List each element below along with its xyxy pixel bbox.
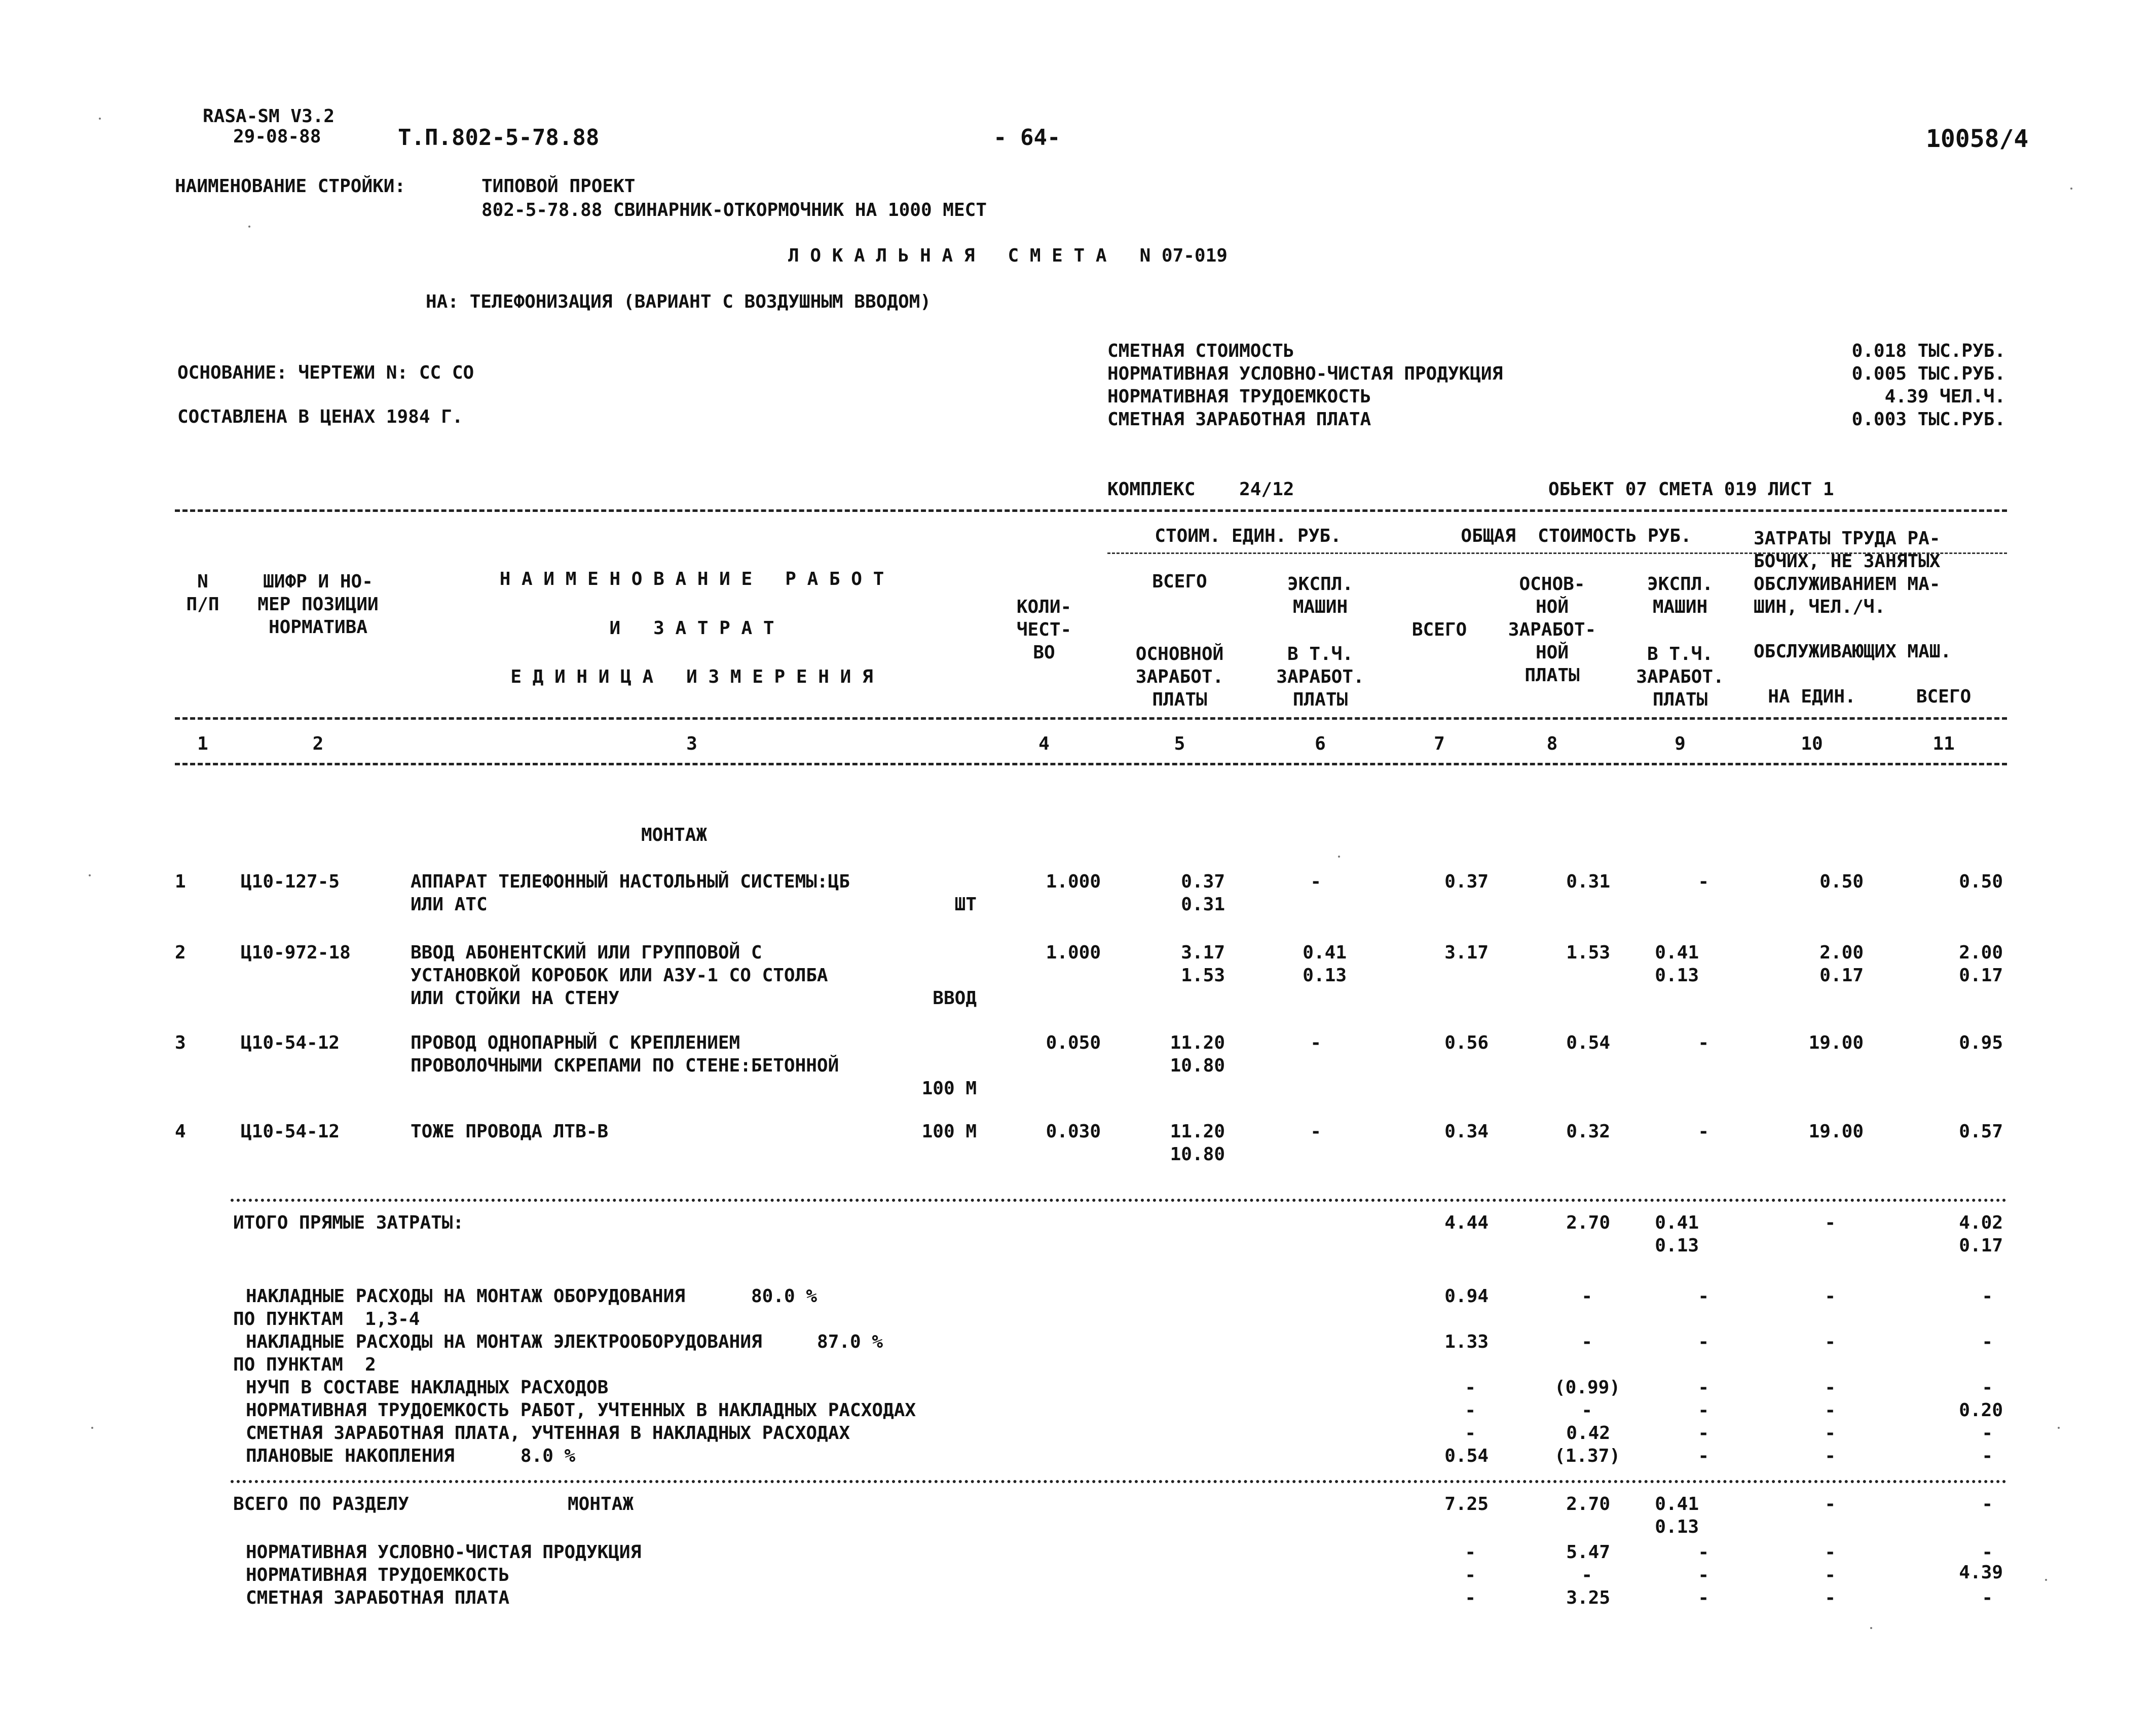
row-2-total-wages: 1.53 — [1566, 942, 1610, 963]
overhead-electrical-wages: - — [1581, 1332, 1592, 1352]
extra-3-machines: - — [1698, 1423, 1709, 1444]
row-4-total: 0.34 — [1444, 1121, 1489, 1142]
extra-1-machines: - — [1698, 1377, 1709, 1398]
row-2-serving-total: 0.17 — [1959, 965, 2003, 986]
row-2-serving-unit: 0.17 — [1819, 965, 1864, 986]
row-3-name-line-2: ПРОВОЛОЧНЫМИ СКРЕПАМИ ПО СТЕНЕ:БЕТОННОЙ — [411, 1055, 839, 1076]
table-top-rule — [175, 509, 2007, 512]
final-wages-machines: - — [1698, 1587, 1709, 1608]
row-4-total-wages: 0.32 — [1566, 1121, 1610, 1142]
direct-costs-label: ИТОГО ПРЯМЫЕ ЗАТРАТЫ: — [233, 1212, 464, 1233]
page-number: - 64- — [993, 125, 1061, 151]
row-2-labor-unit: 2.00 — [1819, 942, 1864, 963]
row-1-unit-machines: - — [1310, 871, 1321, 892]
final-wages-labor-unit: - — [1825, 1587, 1836, 1608]
project-code: Т.П.802-5-78.88 — [398, 125, 600, 151]
header-unit-cost: СТОИМ. ЕДИН. РУБ. — [1155, 526, 1342, 546]
extra-4-total: 0.54 — [1444, 1446, 1489, 1466]
row-2-unit-total: 3.17 — [1181, 942, 1225, 963]
row-4-name-line-1: ТОЖЕ ПРОВОДА ЛТВ-В — [411, 1121, 609, 1142]
row-2-code: Ц10-972-18 — [241, 942, 351, 963]
section-total-label: ВСЕГО ПО РАЗДЕЛУ — [233, 1494, 409, 1515]
document-id: 10058/4 — [1926, 125, 2029, 153]
extra-1-wages: (0.99) — [1554, 1377, 1620, 1398]
direct-costs-machines: 0.41 — [1655, 1212, 1699, 1233]
row-2-quantity: 1.000 — [1046, 942, 1101, 963]
extra-1-total: - — [1465, 1377, 1476, 1398]
header-col-3-line-3: Е Д И Н И Ц А И З М Е Р Е Н И Я — [510, 667, 873, 687]
overhead-equipment-items: ПО ПУНКТАМ 1,3-4 — [233, 1309, 420, 1329]
row-4-labor-total: 0.57 — [1959, 1121, 2003, 1142]
column-number-10: 10 — [1801, 733, 1823, 754]
extra-4-machines: - — [1698, 1446, 1709, 1466]
row-3-quantity: 0.050 — [1046, 1032, 1101, 1053]
row-4-total-machines: - — [1698, 1121, 1709, 1142]
column-number-4: 4 — [1038, 733, 1050, 754]
row-4-number: 4 — [175, 1121, 186, 1142]
section-total-machines: 0.41 — [1655, 1494, 1699, 1515]
summary-value-4: 0.003 ТЫС.РУБ. — [1851, 409, 2005, 430]
column-number-rule — [175, 763, 2007, 765]
row-4-unit: 100 М — [921, 1121, 977, 1142]
final-wages-label: СМЕТНАЯ ЗАРАБОТНАЯ ПЛАТА — [246, 1587, 510, 1608]
extra-2-machines: - — [1698, 1400, 1709, 1421]
section-total-total: 7.25 — [1444, 1494, 1489, 1515]
row-4-unit-machines: - — [1310, 1121, 1321, 1142]
estimate-subject: НА: ТЕЛЕФОНИЗАЦИЯ (ВАРИАНТ С ВОЗДУШНЫМ ВВОДОМ) — [426, 291, 931, 312]
final-net-production-label: НОРМАТИВНАЯ УСЛОВНО-ЧИСТАЯ ПРОДУКЦИЯ — [246, 1542, 642, 1563]
row-2-total: 3.17 — [1444, 942, 1489, 963]
final-net-production-labor-unit: - — [1825, 1542, 1836, 1563]
row-2-name-line-2: УСТАНОВКОЙ КОРОБОК ИЛИ АЗУ-1 СО СТОЛБА — [411, 965, 828, 986]
print-date: 29-08-88 — [233, 126, 321, 147]
column-number-2: 2 — [312, 733, 324, 754]
extra-4-label: ПЛАНОВЫЕ НАКОПЛЕНИЯ 8.0 % — [246, 1446, 576, 1466]
section-total-wages: 2.70 — [1566, 1494, 1610, 1515]
final-labor-intensity-total: - — [1465, 1565, 1476, 1585]
row-2-name-line-3: ИЛИ СТОЙКИ НА СТЕНУ — [411, 988, 619, 1009]
section-total-labor-total: - — [1982, 1494, 1993, 1515]
final-labor-intensity-wages: - — [1581, 1565, 1592, 1585]
header-col-8: ОСНОВ- НОЙ ЗАРАБОТ- НОЙ ПЛАТЫ — [1508, 574, 1596, 686]
row-1-name-line-1: АППАРАТ ТЕЛЕФОННЫЙ НАСТОЛЬНЫЙ СИСТЕМЫ:ЦБ — [411, 871, 850, 892]
row-2-unit: ВВОД — [933, 988, 977, 1009]
row-4-labor-unit: 19.00 — [1808, 1121, 1864, 1142]
row-1-labor-total: 0.50 — [1959, 871, 2003, 892]
header-bottom-rule — [175, 717, 2007, 720]
column-number-5: 5 — [1174, 733, 1185, 754]
final-labor-intensity-labor-total: 4.39 — [1959, 1562, 2003, 1583]
complex-code: КОМПЛЕКС 24/12 — [1107, 479, 1294, 500]
scan-speck — [89, 874, 91, 876]
final-net-production-wages: 5.47 — [1566, 1542, 1610, 1563]
direct-costs-labor-total: 4.02 — [1959, 1212, 2003, 1233]
row-1-unit-wages: 0.31 — [1181, 894, 1225, 915]
summary-label-4: СМЕТНАЯ ЗАРАБОТНАЯ ПЛАТА — [1107, 409, 1371, 430]
section-total-labor-unit: - — [1825, 1494, 1836, 1515]
row-3-unit-machines: - — [1310, 1032, 1321, 1053]
row-1-unit-total: 0.37 — [1181, 871, 1225, 892]
row-3-total: 0.56 — [1444, 1032, 1489, 1053]
column-number-6: 6 — [1315, 733, 1326, 754]
header-labor: ЗАТРАТЫ ТРУДА РА- БОЧИХ, НЕ ЗАНЯТЫХ ОБСЛУЖИВАНИЕМ МА- ШИН, ЧЕЛ./Ч. — [1754, 528, 1941, 617]
scan-speck — [1870, 1627, 1872, 1629]
overhead-electrical-machines: - — [1698, 1332, 1709, 1352]
scan-speck — [248, 226, 250, 228]
row-3-unit-total: 11.20 — [1170, 1032, 1225, 1053]
row-3-labor-total: 0.95 — [1959, 1032, 2003, 1053]
header-total-cost: ОБЩАЯ СТОИМОСТЬ РУБ. — [1461, 526, 1692, 546]
scan-speck — [2045, 1579, 2047, 1581]
final-labor-intensity-labor-unit: - — [1825, 1565, 1836, 1585]
direct-costs-labor-unit: - — [1825, 1212, 1836, 1233]
summary-value-1: 0.018 ТЫС.РУБ. — [1851, 341, 2005, 361]
column-number-11: 11 — [1933, 733, 1955, 754]
extra-1-labor-unit: - — [1825, 1377, 1836, 1398]
object-sheet: ОБЬЕКТ 07 СМЕТА 019 ЛИСТ 1 — [1548, 479, 1834, 500]
scan-speck — [2070, 188, 2072, 190]
header-col-6-bottom: В Т.Ч. ЗАРАБОТ. ПЛАТЫ — [1276, 644, 1364, 710]
overhead-electrical-labor-unit: - — [1825, 1332, 1836, 1352]
column-number-3: 3 — [686, 733, 697, 754]
overhead-equipment-machines: - — [1698, 1286, 1709, 1307]
estimate-basis: ОСНОВАНИЕ: ЧЕРТЕЖИ N: СС СО — [177, 362, 474, 383]
final-wages-wages: 3.25 — [1566, 1587, 1610, 1608]
extra-3-label: СМЕТНАЯ ЗАРАБОТНАЯ ПЛАТА, УЧТЕННАЯ В НАКЛАДНЫХ РАСХОДАХ — [246, 1423, 850, 1444]
scan-speck — [91, 1427, 93, 1429]
section-total-name: МОНТАЖ — [568, 1494, 634, 1515]
overhead-equipment-labor-unit: - — [1825, 1286, 1836, 1307]
row-3-number: 3 — [175, 1032, 186, 1053]
row-2-labor-total: 2.00 — [1959, 942, 2003, 963]
row-1-number: 1 — [175, 871, 186, 892]
extra-2-labor-unit: - — [1825, 1400, 1836, 1421]
row-2-total-machine-wages: 0.13 — [1655, 965, 1699, 986]
row-3-total-machines: - — [1698, 1032, 1709, 1053]
extra-3-total: - — [1465, 1423, 1476, 1444]
final-labor-intensity-machines: - — [1698, 1565, 1709, 1585]
extra-4-labor-total: - — [1982, 1446, 1993, 1466]
column-number-8: 8 — [1546, 733, 1558, 754]
construction-line2: 802-5-78.88 СВИНАРНИК-ОТКОРМОЧНИК НА 1000 МЕСТ — [481, 200, 987, 220]
header-col-9-bottom: В Т.Ч. ЗАРАБОТ. ПЛАТЫ — [1636, 644, 1724, 710]
row-2-unit-machine-wages: 0.13 — [1303, 965, 1347, 986]
row-1-unit: ШТ — [954, 894, 977, 915]
overhead-equipment-labor-total: - — [1982, 1286, 1993, 1307]
scan-speck — [99, 118, 101, 120]
row-2-unit-machines: 0.41 — [1303, 942, 1347, 963]
final-wages-labor-total: - — [1982, 1587, 1993, 1608]
summary-value-2: 0.005 ТЫС.РУБ. — [1851, 363, 2005, 384]
row-4-unit-wages: 10.80 — [1170, 1144, 1225, 1165]
header-col-3-line-2: И З А Т Р А Т — [609, 618, 774, 639]
extra-2-label: НОРМАТИВНАЯ ТРУДОЕМКОСТЬ РАБОТ, УЧТЕННЫХ В НАКЛАДНЫХ РАСХОДАХ — [246, 1400, 916, 1421]
row-4-quantity: 0.030 — [1046, 1121, 1101, 1142]
header-col-11: ВСЕГО — [1916, 686, 1972, 707]
extra-1-labor-total: - — [1982, 1377, 1993, 1398]
row-1-labor-unit: 0.50 — [1819, 871, 1864, 892]
row-4-unit-total: 11.20 — [1170, 1121, 1225, 1142]
row-3-name-line-1: ПРОВОД ОДНОПАРНЫЙ С КРЕПЛЕНИЕМ — [411, 1032, 740, 1053]
header-serving-machines: ОБСЛУЖИВАЮЩИХ МАШ. — [1754, 641, 1952, 662]
header-col-7: ВСЕГО — [1411, 619, 1467, 640]
column-number-7: 7 — [1434, 733, 1445, 754]
extra-3-wages: 0.42 — [1566, 1423, 1610, 1444]
construction-line1: ТИПОВОЙ ПРОЕКТ — [481, 176, 636, 197]
overhead-equipment-wages: - — [1581, 1286, 1592, 1307]
overhead-equipment-total: 0.94 — [1444, 1286, 1489, 1307]
summary-label-3: НОРМАТИВНАЯ ТРУДОЕМКОСТЬ — [1107, 386, 1371, 407]
extra-2-wages: - — [1581, 1400, 1592, 1421]
extra-4-labor-unit: - — [1825, 1446, 1836, 1466]
row-1-total-machines: - — [1698, 871, 1709, 892]
final-net-production-total: - — [1465, 1542, 1476, 1563]
header-col-5-bottom: ОСНОВНОЙ ЗАРАБОТ. ПЛАТЫ — [1135, 644, 1224, 710]
header-col-10: НА ЕДИН. — [1768, 686, 1856, 707]
direct-costs-machine-wages: 0.13 — [1655, 1235, 1699, 1256]
section-total-machine-wages: 0.13 — [1655, 1517, 1699, 1537]
final-net-production-labor-total: - — [1982, 1542, 1993, 1563]
row-1-quantity: 1.000 — [1046, 871, 1101, 892]
direct-costs-serving-total: 0.17 — [1959, 1235, 2003, 1256]
scan-speck — [1338, 856, 1340, 858]
column-number-1: 1 — [197, 733, 208, 754]
row-4-code: Ц10-54-12 — [241, 1121, 340, 1142]
overhead-electrical-total: 1.33 — [1444, 1332, 1489, 1352]
scan-speck — [2058, 1427, 2060, 1429]
direct-costs-wages: 2.70 — [1566, 1212, 1610, 1233]
section-title: МОНТАЖ — [641, 825, 708, 845]
summary-label-2: НОРМАТИВНАЯ УСЛОВНО-ЧИСТАЯ ПРОДУКЦИЯ — [1107, 363, 1503, 384]
row-1-code: Ц10-127-5 — [241, 871, 340, 892]
row-2-name-line-1: ВВОД АБОНЕНТСКИЙ ИЛИ ГРУППОВОЙ С — [411, 942, 762, 963]
summary-value-3: 4.39 ЧЕЛ.Ч. — [1884, 386, 2005, 407]
program-version: RASA-SM V3.2 — [203, 106, 335, 127]
header-col-2: ШИФР И НО- МЕР ПОЗИЦИИ НОРМАТИВА — [257, 571, 379, 638]
extra-3-labor-unit: - — [1825, 1423, 1836, 1444]
final-labor-intensity-label: НОРМАТИВНАЯ ТРУДОЕМКОСТЬ — [246, 1565, 510, 1585]
row-3-total-wages: 0.54 — [1566, 1032, 1610, 1053]
direct-costs-rule — [231, 1199, 2007, 1202]
price-basis: СОСТАВЛЕНА В ЦЕНАХ 1984 Г. — [177, 407, 463, 427]
header-col-1: N П/П — [186, 571, 219, 615]
direct-costs-total: 4.44 — [1444, 1212, 1489, 1233]
row-3-unit: 100 М — [921, 1078, 977, 1099]
row-2-number: 2 — [175, 942, 186, 963]
final-wages-total: - — [1465, 1587, 1476, 1608]
section-total-rule — [231, 1480, 2007, 1483]
header-col-3-line-1: Н А И М Е Н О В А Н И Е Р А Б О Т — [499, 569, 884, 589]
overhead-electrical-label: НАКЛАДНЫЕ РАСХОДЫ НА МОНТАЖ ЭЛЕКТРООБОРУДОВАНИЯ 87.0 % — [246, 1332, 883, 1352]
row-3-labor-unit: 19.00 — [1808, 1032, 1864, 1053]
row-2-total-machines: 0.41 — [1655, 942, 1699, 963]
row-2-unit-wages: 1.53 — [1181, 965, 1225, 986]
row-1-total-wages: 0.31 — [1566, 871, 1610, 892]
document-title: Л О К А Л Ь Н А Я С М Е Т А N 07-019 — [788, 245, 1228, 266]
extra-1-label: НУЧП В СОСТАВЕ НАКЛАДНЫХ РАСХОДОВ — [246, 1377, 609, 1398]
header-col-6-top: ЭКСПЛ. МАШИН — [1287, 574, 1354, 617]
row-3-code: Ц10-54-12 — [241, 1032, 340, 1053]
extra-3-labor-total: - — [1982, 1423, 1993, 1444]
final-net-production-machines: - — [1698, 1542, 1709, 1563]
overhead-electrical-labor-total: - — [1982, 1332, 1993, 1352]
row-1-name-line-2: ИЛИ АТС — [411, 894, 488, 915]
header-col-4: КОЛИ- ЧЕСТ- ВО — [1016, 597, 1072, 663]
row-3-unit-wages: 10.80 — [1170, 1055, 1225, 1076]
column-number-9: 9 — [1675, 733, 1686, 754]
row-1-total: 0.37 — [1444, 871, 1489, 892]
overhead-electrical-items: ПО ПУНКТАМ 2 — [233, 1354, 376, 1375]
header-col-9-top: ЭКСПЛ. МАШИН — [1647, 574, 1714, 617]
extra-2-total: - — [1465, 1400, 1476, 1421]
construction-label: НАИМЕНОВАНИЕ СТРОЙКИ: — [175, 176, 406, 197]
summary-label-1: СМЕТНАЯ СТОИМОСТЬ — [1107, 341, 1294, 361]
overhead-equipment-label: НАКЛАДНЫЕ РАСХОДЫ НА МОНТАЖ ОБОРУДОВАНИЯ 80.0 % — [246, 1286, 818, 1307]
header-col-5-top: ВСЕГО — [1152, 571, 1207, 592]
extra-4-wages: (1.37) — [1554, 1446, 1620, 1466]
extra-2-labor-total: 0.20 — [1959, 1400, 2003, 1421]
